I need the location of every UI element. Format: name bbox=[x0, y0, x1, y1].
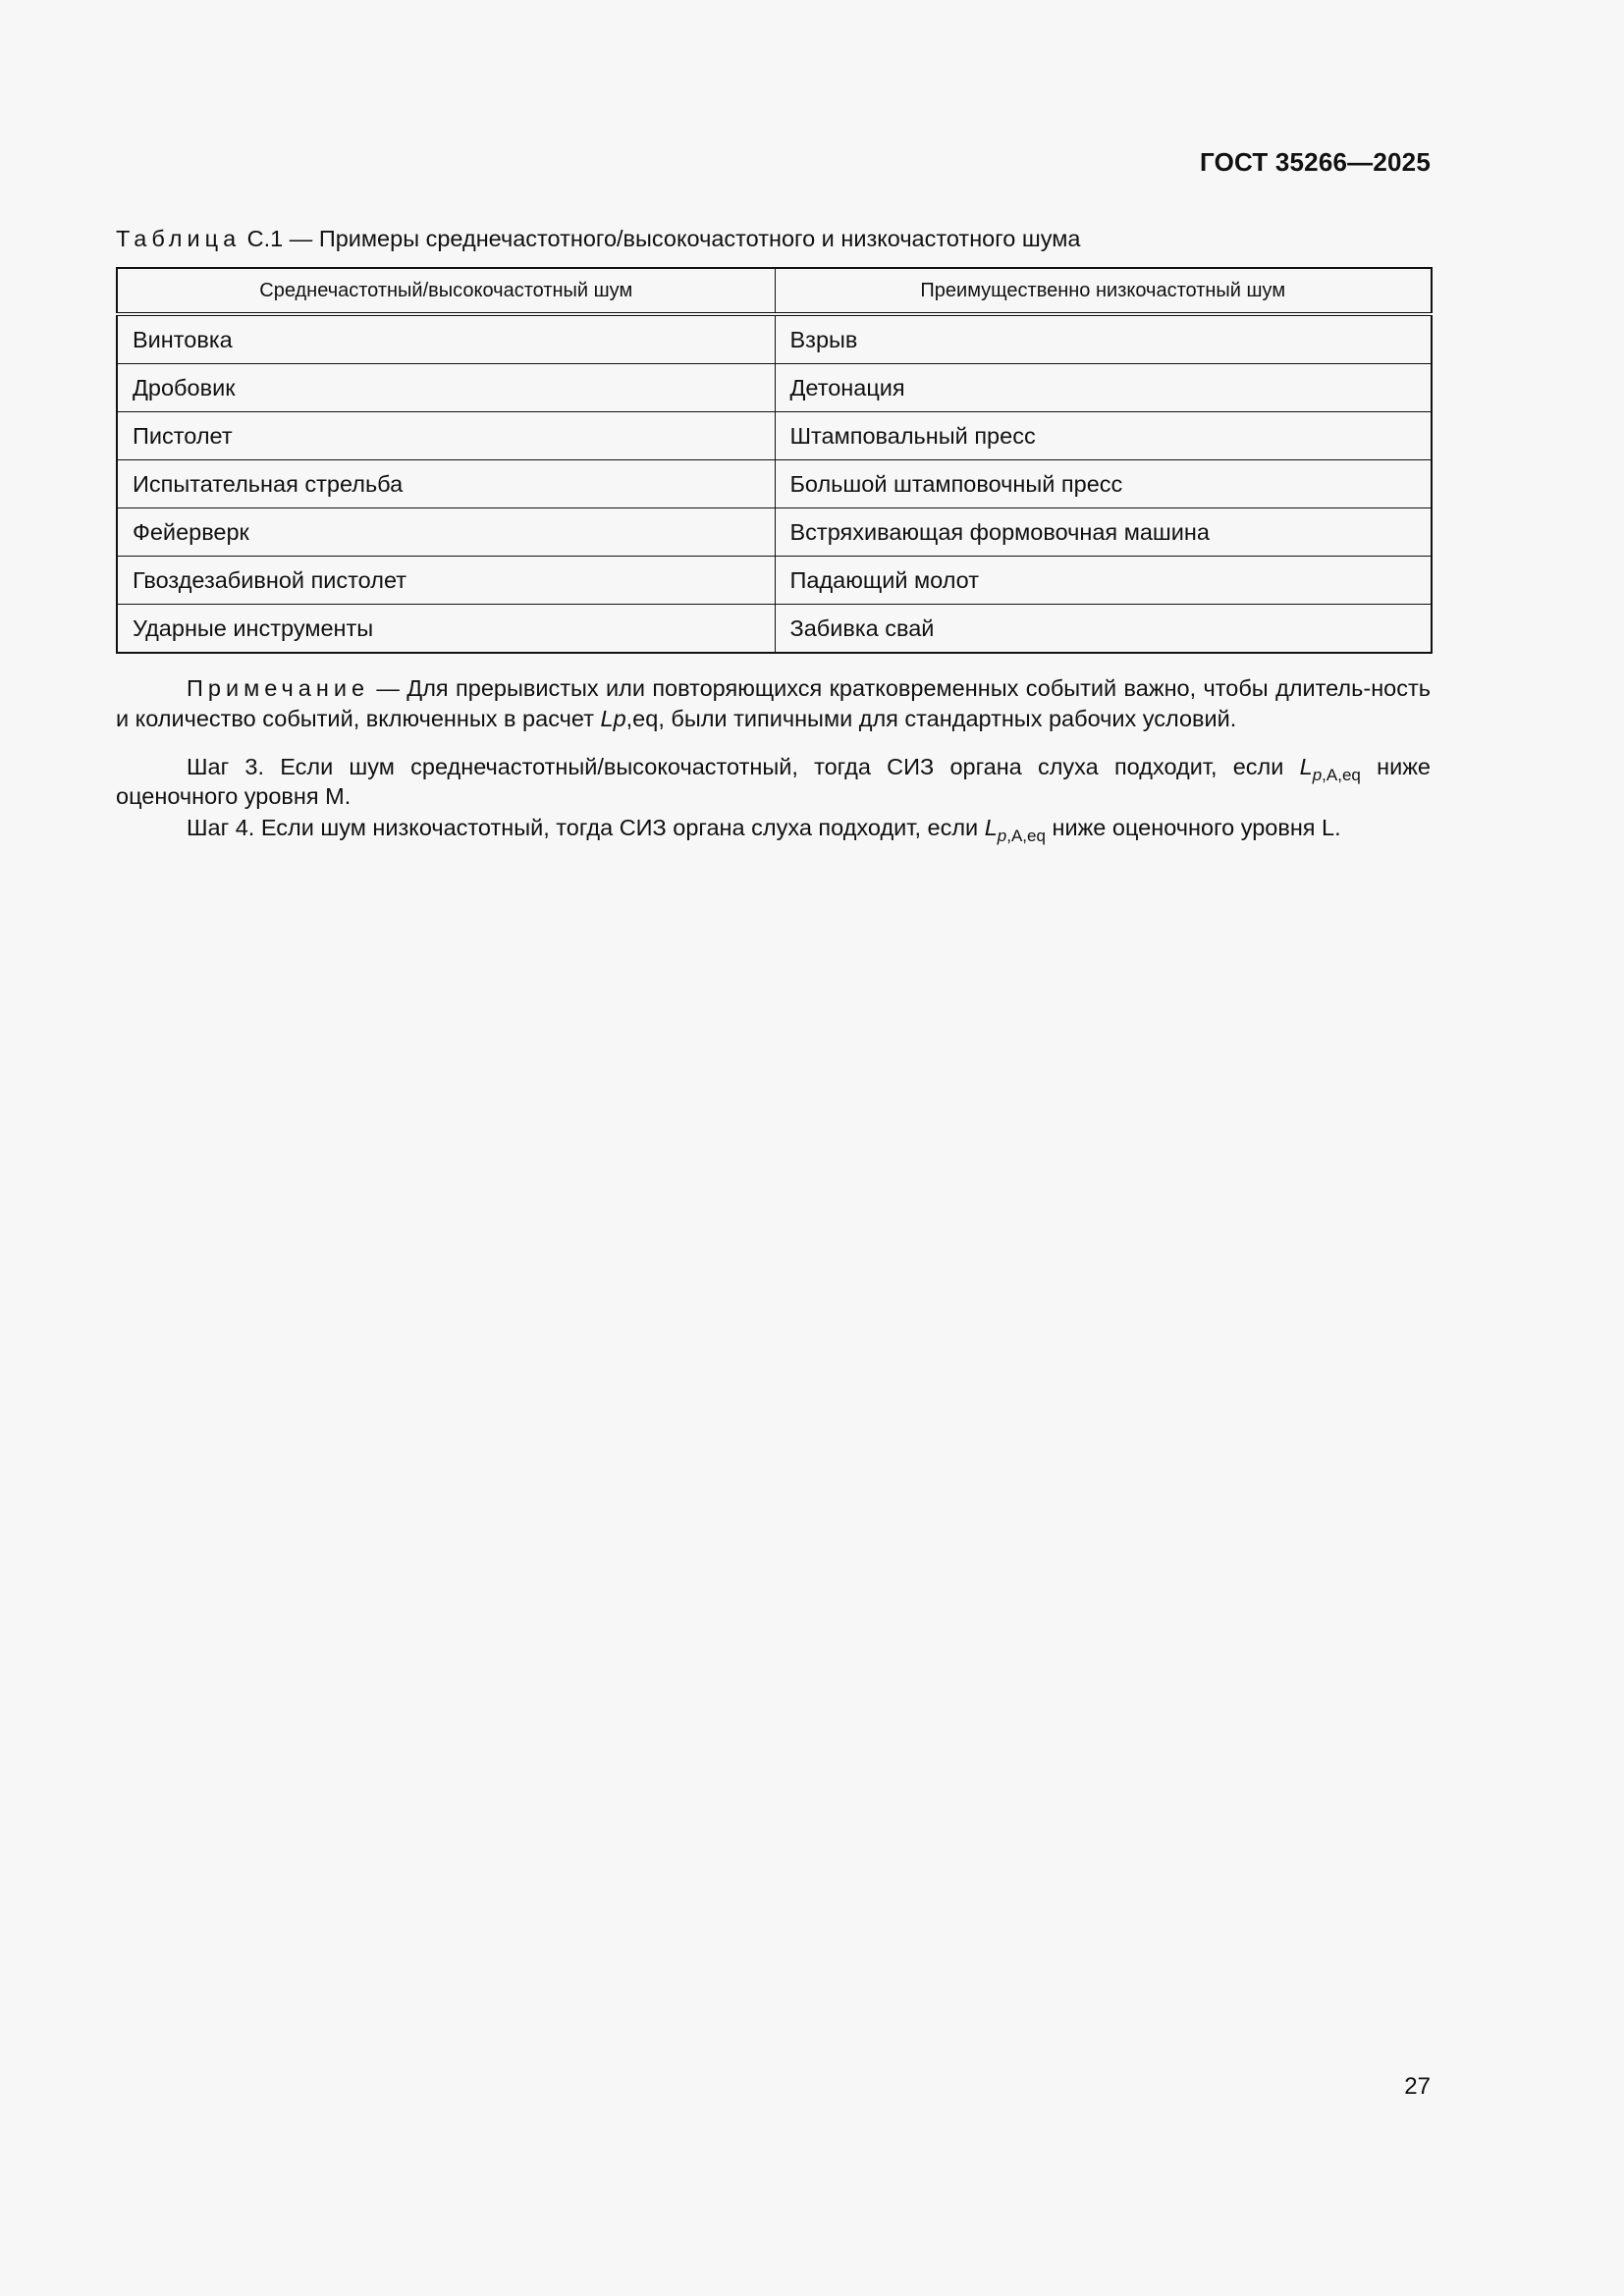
table-cell: Забивка свай bbox=[775, 605, 1432, 654]
table-row bbox=[117, 605, 1432, 654]
table-cell: Встряхивающая формовочная машина bbox=[775, 508, 1432, 557]
table-caption bbox=[116, 226, 1080, 252]
step-3-text-after: ниже оценочного уровня M. bbox=[116, 754, 1431, 809]
column-header-mid-high-frequency: Среднечастотный/высокочастотный шум bbox=[117, 268, 775, 314]
noise-examples-table bbox=[116, 267, 1433, 654]
table-row bbox=[117, 557, 1432, 605]
table-row bbox=[117, 460, 1432, 508]
table-note bbox=[116, 673, 1431, 734]
step-3-subscript bbox=[1313, 766, 1361, 784]
table-caption-text: С.1 — Примеры среднечастотного/высокочастотного и низкочастотного шума bbox=[241, 226, 1081, 251]
table-cell: Падающий молот bbox=[775, 557, 1432, 605]
step-4-text-after: ниже оценочного уровня L. bbox=[1045, 815, 1341, 840]
note-label: Примечание bbox=[187, 675, 370, 701]
step-3-text-before: Шаг 3. Если шум среднечастотный/высокочастотный, тогда СИЗ органа слуха подходит, если bbox=[187, 754, 1300, 779]
step-4-subscript bbox=[998, 827, 1046, 845]
table-cell: Детонация bbox=[775, 364, 1432, 412]
note-text-after: , были типичными для стандартных рабочих условий. bbox=[658, 706, 1237, 731]
step-3-symbol: L bbox=[1299, 754, 1313, 779]
table-cell: Испытательная стрельба bbox=[117, 460, 775, 508]
column-header-low-frequency: Преимущественно низкочастотный шум bbox=[775, 268, 1432, 314]
step-3-paragraph bbox=[116, 752, 1431, 811]
table-row bbox=[117, 314, 1432, 364]
table-row bbox=[117, 412, 1432, 460]
table-caption-label: Таблица bbox=[116, 226, 242, 251]
table-cell: Большой штамповочный пресс bbox=[775, 460, 1432, 508]
table-cell: Винтовка bbox=[117, 314, 775, 364]
page-number: 27 bbox=[1404, 2073, 1431, 2100]
step-3-subscript-p: p bbox=[1312, 766, 1323, 784]
step-4-paragraph bbox=[116, 813, 1431, 845]
table-row bbox=[117, 508, 1432, 557]
table-cell: Дробовик bbox=[117, 364, 775, 412]
table-cell: Ударные инструменты bbox=[117, 605, 775, 654]
table-header-row bbox=[117, 268, 1432, 314]
step-4-symbol: L bbox=[984, 815, 998, 840]
note-symbol: Lp bbox=[600, 706, 626, 731]
table-cell: Штамповальный пресс bbox=[775, 412, 1432, 460]
step-4-subscript-rest: ,A,eq bbox=[1006, 827, 1046, 845]
table-row bbox=[117, 364, 1432, 412]
table-cell: Гвоздезабивной пистолет bbox=[117, 557, 775, 605]
note-text-before: — Для прерывистых или повторяющихся кратковременных событий важно, чтобы длитель-ность и количество событий, включенных в расчет bbox=[116, 675, 1431, 731]
step-4-text-before: Шаг 4. Если шум низкочастотный, тогда СИЗ органа слуха подходит, если bbox=[187, 815, 985, 840]
note-symbol-suffix: ,eq bbox=[625, 706, 659, 731]
table-cell: Фейерверк bbox=[117, 508, 775, 557]
step-3-subscript-rest: ,A,eq bbox=[1322, 766, 1361, 784]
step-4-subscript-p: p bbox=[997, 827, 1007, 845]
table-cell: Взрыв bbox=[775, 314, 1432, 364]
table-cell: Пистолет bbox=[117, 412, 775, 460]
document-id: ГОСТ 35266—2025 bbox=[1200, 147, 1431, 177]
